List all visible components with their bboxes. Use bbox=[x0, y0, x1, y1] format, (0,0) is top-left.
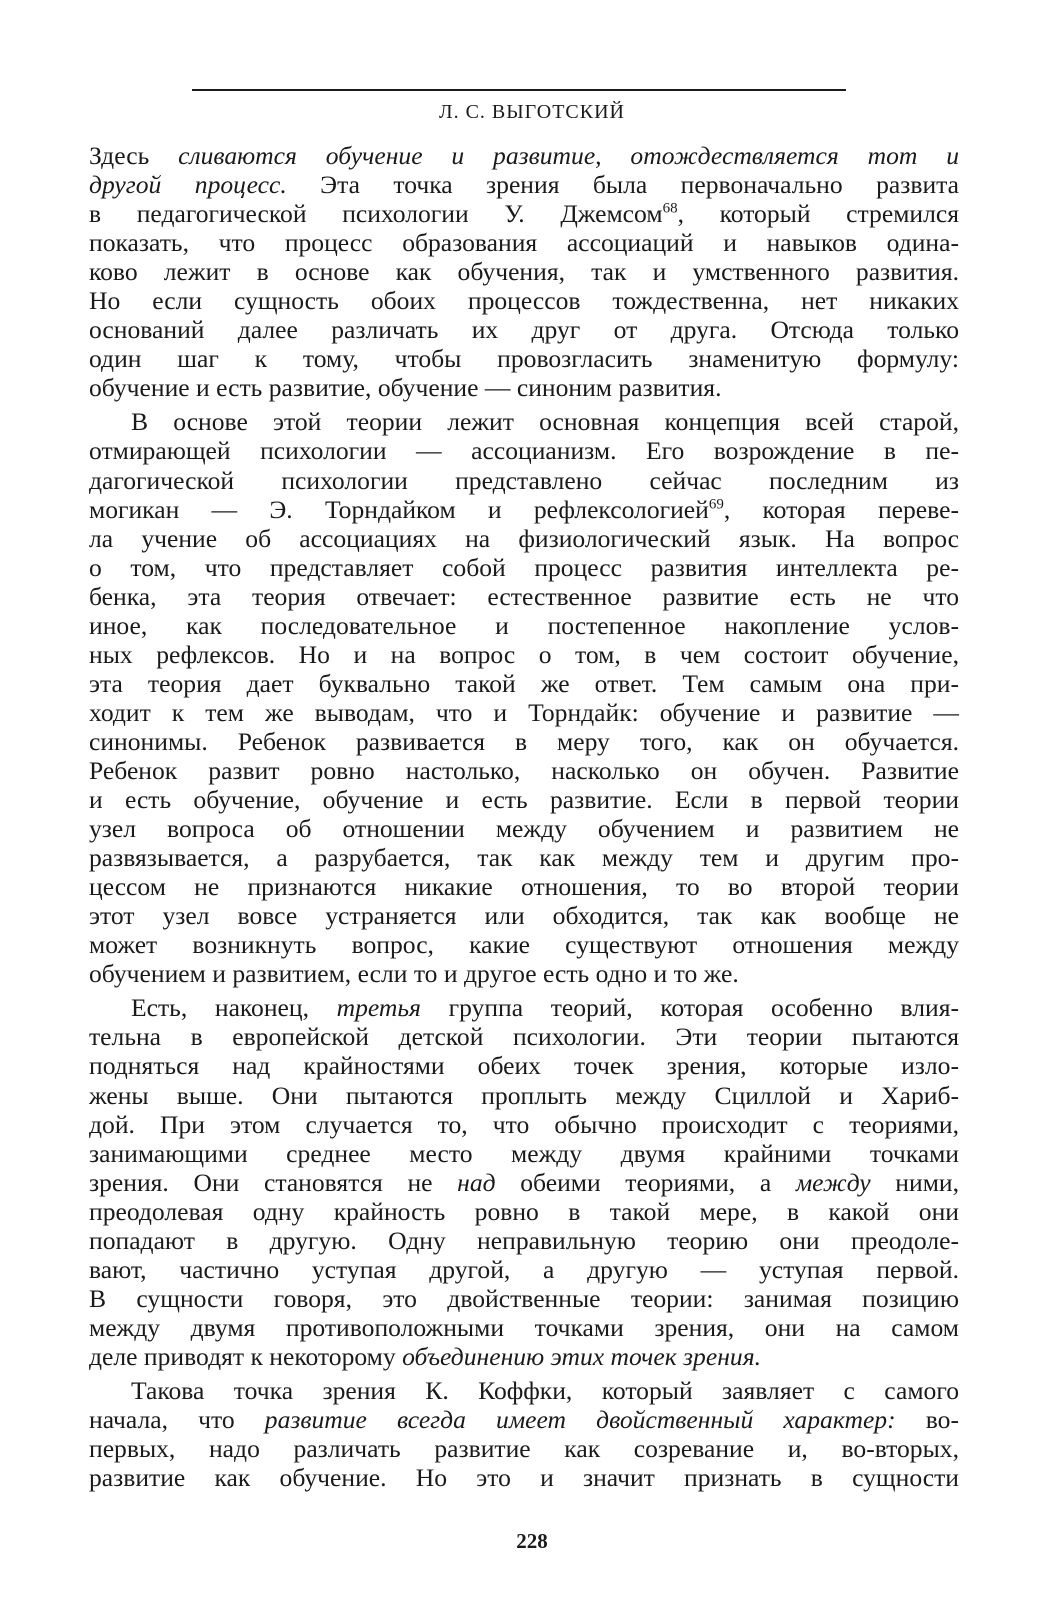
text-run: обучение и есть развитие, обучение — синоним развития. bbox=[89, 373, 722, 403]
text-line bbox=[89, 1434, 959, 1463]
text-run: первых, надо различать развитие как созревание и, во-вторых, bbox=[89, 1434, 959, 1464]
text-line bbox=[89, 170, 959, 199]
paragraph bbox=[89, 1376, 959, 1492]
italic-text: объединению этих точек зрения. bbox=[402, 1341, 761, 1371]
text-run: оснований далее различать их друг от друга. Отсюда только bbox=[89, 315, 959, 345]
text-run: синонимы. Ребенок развивается в меру того, как он обучается. bbox=[89, 726, 959, 756]
text-line bbox=[89, 407, 959, 436]
footnote-ref: 69 bbox=[708, 496, 724, 513]
text-run: иное, как последовательное и постепенное накопление услов- bbox=[89, 610, 959, 640]
text-run: занимающими среднее место между двумя крайними точками bbox=[89, 1138, 959, 1168]
text-line bbox=[89, 199, 959, 228]
text-run: отмирающей психологии — ассоцианизм. Его возрождение в пе- bbox=[89, 436, 959, 466]
text-line bbox=[89, 257, 959, 286]
paragraph bbox=[89, 993, 959, 1371]
text-line bbox=[89, 228, 959, 257]
text-run: развитие как обучение. Но это и значит признать в сущности bbox=[89, 1463, 959, 1493]
body-text bbox=[89, 141, 959, 1492]
text-run: ходит к тем же выводам, что и Торндайк: обучение и развитие — bbox=[89, 697, 959, 727]
text-run: о том, что представляет собой процесс развития интеллекта ре- bbox=[89, 552, 959, 582]
text-run: обучением и развитием, если то и другое есть одно и то же. bbox=[89, 959, 739, 989]
text-line bbox=[89, 1284, 959, 1313]
text-run: Ребенок развит ровно настолько, насколько он обучен. Развитие bbox=[89, 755, 959, 785]
text-line bbox=[89, 669, 959, 698]
italic-text: над bbox=[457, 1167, 496, 1197]
text-run: В сущности говоря, это двойственные теории: занимая позицию bbox=[89, 1283, 959, 1313]
text-run: зрения. Они становятся не bbox=[89, 1167, 458, 1197]
text-line bbox=[89, 1255, 959, 1284]
text-line bbox=[89, 1376, 959, 1405]
text-line bbox=[89, 1110, 959, 1139]
text-run: группа теорий, которая особенно влия- bbox=[420, 993, 959, 1023]
text-run: цессом не признаются никакие отношения, то во второй теории bbox=[89, 872, 959, 902]
text-line bbox=[89, 1463, 959, 1492]
text-run: может возникнуть вопрос, какие существуют отношения между bbox=[89, 930, 959, 960]
text-run: Но если сущность обоих процессов тождественна, нет никаких bbox=[89, 286, 959, 316]
text-run: между двумя противоположными точками зрения, они на самом bbox=[89, 1312, 959, 1342]
paragraph bbox=[89, 141, 959, 402]
text-line bbox=[89, 524, 959, 553]
text-run: Такова точка зрения К. Коффки, который заявляет с самого bbox=[131, 1375, 959, 1405]
text-run: бенка, эта теория отвечает: естественное развитие есть не что bbox=[89, 581, 959, 611]
text-run: дагогической психологии представлено сейчас последним из bbox=[89, 465, 959, 495]
text-run: начала, что bbox=[89, 1405, 265, 1435]
header-rule bbox=[192, 89, 846, 91]
text-run: развязывается, а разрубается, так как между тем и другим про- bbox=[89, 843, 959, 873]
text-run: жены выше. Они пытаются проплыть между Сциллой и Хариб- bbox=[89, 1080, 959, 1110]
text-run: , который стремился bbox=[677, 199, 959, 229]
text-run: Эта точка зрения была первоначально развита bbox=[286, 170, 959, 200]
text-line bbox=[89, 495, 959, 524]
text-run: и есть обучение, обучение и есть развитие. Если в первой теории bbox=[89, 785, 959, 815]
text-line bbox=[89, 1022, 959, 1051]
running-head: Л. С. ВЫГОТСКИЙ bbox=[439, 101, 625, 123]
text-run: узел вопроса об отношении между обучением и развитием не bbox=[89, 814, 959, 844]
text-line bbox=[89, 553, 959, 582]
text-run: ними, bbox=[870, 1167, 959, 1197]
italic-text: третья bbox=[336, 993, 421, 1023]
text-run: подняться над крайностями обеих точек зрения, которые изло- bbox=[89, 1051, 959, 1081]
text-line bbox=[89, 872, 959, 901]
text-run: попадают в другую. Одну неправильную теорию они преодоле- bbox=[89, 1225, 959, 1255]
text-run: этот узел вовсе устраняется или обходится, так как вообще не bbox=[89, 901, 959, 931]
text-run: могикан — Э. Торндайком и рефлексологией bbox=[89, 494, 709, 524]
text-run: ла учение об ассоциациях на физиологический язык. На вопрос bbox=[89, 523, 959, 553]
text-run: тельна в европейской детской психологии. Эти теории пытаются bbox=[89, 1022, 959, 1052]
italic-text: сливаются обучение и развитие, отождествляется тот и bbox=[178, 141, 959, 170]
text-line bbox=[89, 785, 959, 814]
text-line bbox=[89, 1226, 959, 1255]
text-line bbox=[89, 141, 959, 170]
text-line bbox=[89, 727, 959, 756]
text-run: дой. При этом случается то, что обычно происходит с теориями, bbox=[89, 1109, 959, 1139]
text-line bbox=[89, 1139, 959, 1168]
text-line bbox=[89, 1081, 959, 1110]
text-line bbox=[89, 698, 959, 727]
text-run: Здесь bbox=[89, 141, 179, 170]
text-line bbox=[89, 611, 959, 640]
text-run: во- bbox=[895, 1405, 959, 1435]
text-run: преодолевая одну крайность ровно в такой мере, в какой они bbox=[89, 1196, 959, 1226]
text-line bbox=[89, 814, 959, 843]
italic-text: другой процесс. bbox=[89, 170, 287, 200]
text-run: В основе этой теории лежит основная концепция всей старой, bbox=[131, 407, 959, 437]
italic-text: развитие всегда имеет двойственный характер: bbox=[264, 1405, 896, 1435]
text-run: ных рефлексов. Но и на вопрос о том, в чем состоит обучение, bbox=[89, 639, 959, 669]
italic-text: между bbox=[795, 1167, 871, 1197]
text-run: , которая переве- bbox=[723, 494, 959, 524]
text-run: эта теория дает буквально такой же ответ. Тем самым она при- bbox=[89, 668, 959, 698]
text-line bbox=[89, 930, 959, 959]
text-line bbox=[89, 1342, 959, 1371]
text-line bbox=[89, 1197, 959, 1226]
text-line bbox=[89, 286, 959, 315]
text-run: деле приводят к некоторому bbox=[89, 1341, 403, 1371]
text-line bbox=[89, 901, 959, 930]
text-line bbox=[89, 315, 959, 344]
text-line bbox=[89, 1168, 959, 1197]
text-line bbox=[89, 993, 959, 1022]
text-run: в педагогической психологии У. Джемсом bbox=[89, 199, 663, 229]
text-line bbox=[89, 436, 959, 465]
text-run: ково лежит в основе как обучения, так и умственного развития. bbox=[89, 257, 959, 287]
text-run: обеими теориями, а bbox=[495, 1167, 796, 1197]
text-line bbox=[89, 373, 959, 402]
text-run: один шаг к тому, чтобы провозгласить знаменитую формулу: bbox=[89, 344, 959, 374]
text-line bbox=[89, 1313, 959, 1342]
text-line bbox=[89, 756, 959, 785]
text-line bbox=[89, 959, 959, 988]
text-line bbox=[89, 344, 959, 373]
text-line bbox=[89, 582, 959, 611]
text-line bbox=[89, 1051, 959, 1080]
text-run: Есть, наконец, bbox=[131, 993, 337, 1023]
text-run: вают, частично уступая другой, а другую — уступая первой. bbox=[89, 1254, 959, 1284]
text-line bbox=[89, 466, 959, 495]
text-run: показать, что процесс образования ассоциаций и навыков одина- bbox=[89, 228, 959, 258]
page-number: 228 bbox=[516, 1529, 548, 1553]
paragraph bbox=[89, 407, 959, 988]
text-line bbox=[89, 843, 959, 872]
text-line bbox=[89, 640, 959, 669]
text-line bbox=[89, 1405, 959, 1434]
footnote-ref: 68 bbox=[662, 200, 678, 217]
